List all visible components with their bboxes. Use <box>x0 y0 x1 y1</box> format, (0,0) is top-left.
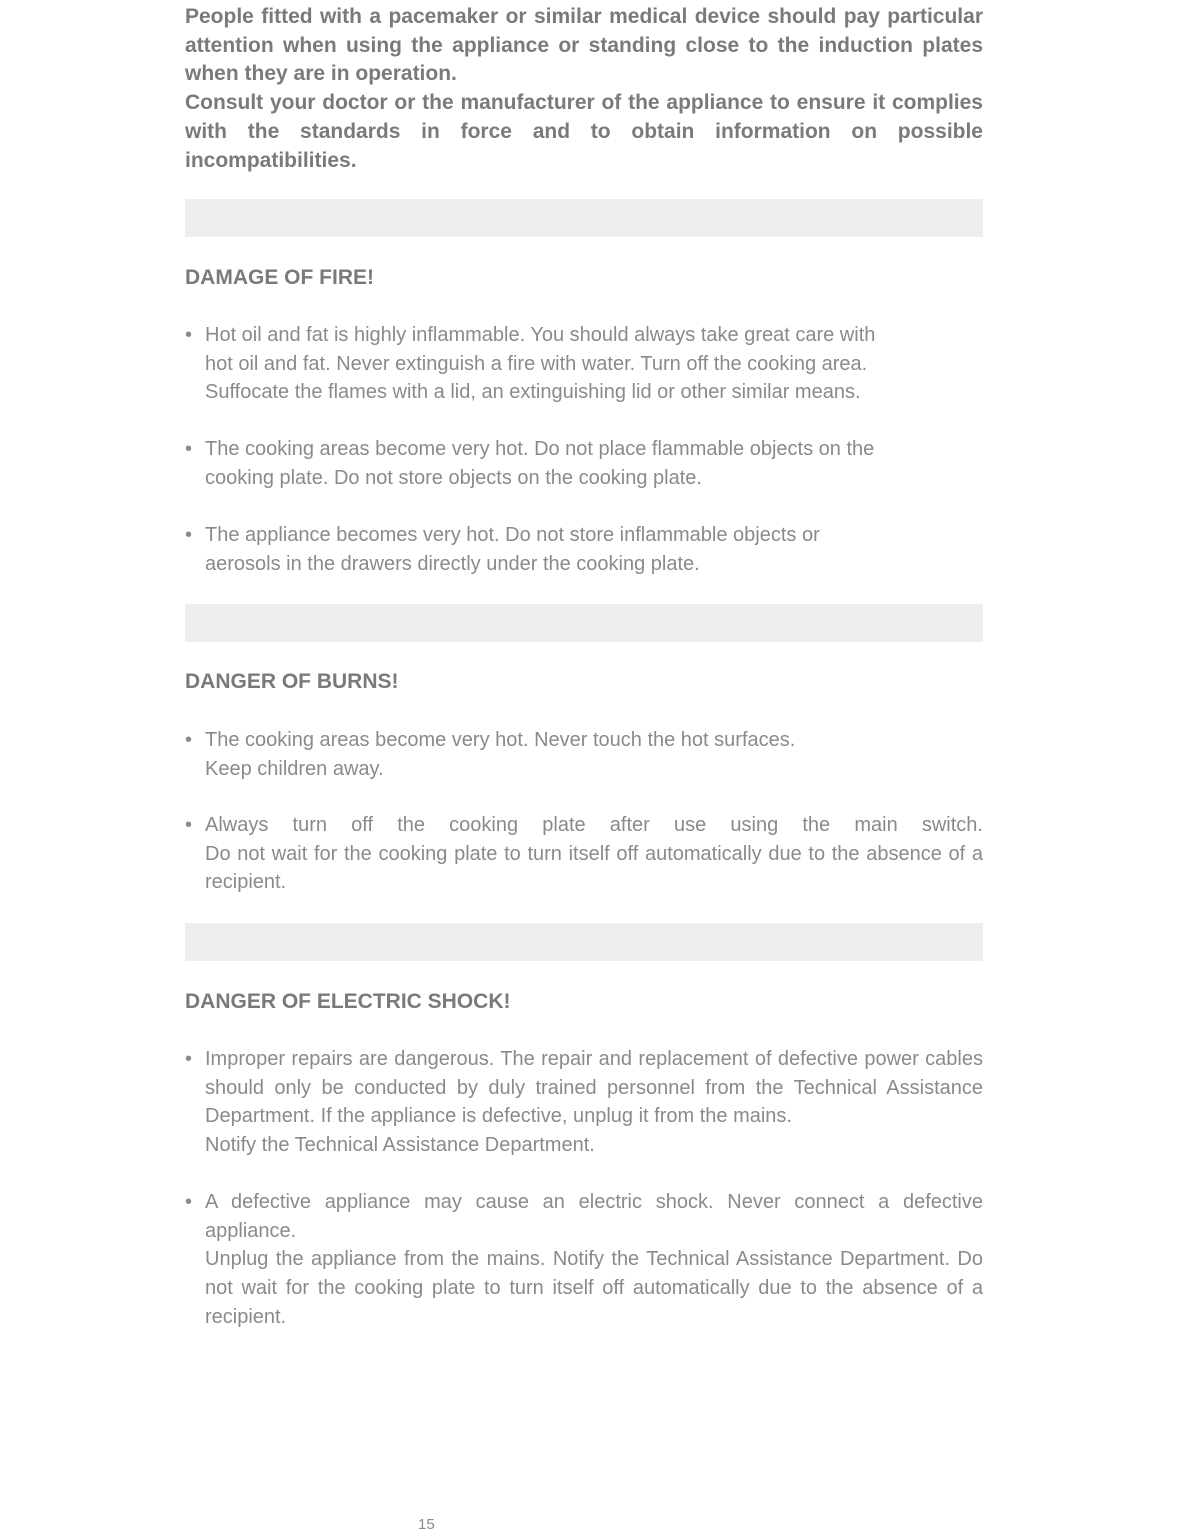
intro-paragraph-consult: Consult your doctor or the manufacturer of the appliance to ensure it complies with the standards in force and to obtain information on possible incompatibilities. <box>185 91 983 172</box>
list-item <box>185 521 905 578</box>
bullet-icon: • <box>185 1191 193 1213</box>
section-heading-electric-shock: DANGER OF ELECTRIC SHOCK! <box>185 990 511 1013</box>
text-line: aerosols in the drawers directly under the cooking plate. <box>205 552 700 575</box>
text-line: The appliance becomes very hot. Do not store inflammable objects or <box>205 524 820 546</box>
bullet-icon: • <box>185 438 193 460</box>
intro-warning <box>185 3 983 175</box>
section-divider-band <box>185 923 983 961</box>
text-line: not wait for the cooking plate to turn itself off automatically due to the absence of a <box>205 1277 983 1300</box>
bullet-icon: • <box>185 324 193 346</box>
intro-paragraph-pacemaker: People fitted with a pacemaker or similar medical device should pay particular attention when using the appliance or standing close to the induction plates when they are in operation. <box>185 5 983 86</box>
section-divider-band <box>185 199 983 237</box>
text-line: hot oil and fat. Never extinguish a fire with water. Turn off the cooking area. <box>205 352 868 375</box>
text-line: Notify the Technical Assistance Department. <box>205 1134 595 1157</box>
text-line: A defective appliance may cause an electric shock. Never connect a defective appliance. <box>205 1191 983 1242</box>
list-item <box>185 1188 983 1332</box>
text-line: Suffocate the flames with a lid, an extinguishing lid or other similar means. <box>205 381 861 404</box>
bullet-icon: • <box>185 524 193 546</box>
list-item <box>185 726 905 783</box>
text-line: Hot oil and fat is highly inflammable. You should always take great care with <box>205 324 876 346</box>
text-line: recipient. <box>205 1305 287 1328</box>
text-line: recipient. <box>205 871 287 894</box>
text-line: Improper repairs are dangerous. The repair and replacement of defective power cables <box>205 1048 983 1070</box>
text-line: The cooking areas become very hot. Never touch the hot surfaces. <box>205 729 796 751</box>
text-line: Keep children away. <box>205 757 384 780</box>
text-line: Do not wait for the cooking plate to turn itself off automatically due to the absence of a <box>205 842 983 865</box>
bullet-icon: • <box>185 729 193 751</box>
text-line: Always turn off the cooking plate after use using the main switch. <box>205 814 983 836</box>
bullet-icon: • <box>185 814 193 836</box>
text-line: Department. If the appliance is defective, unplug it from the mains. <box>205 1105 792 1128</box>
text-line: Unplug the appliance from the mains. Notify the Technical Assistance Department. Do <box>205 1248 983 1271</box>
text-line: The cooking areas become very hot. Do not place flammable objects on the <box>205 438 875 460</box>
section-heading-burns: DANGER OF BURNS! <box>185 670 399 693</box>
section-divider-band <box>185 604 983 642</box>
section-heading-fire: DAMAGE OF FIRE! <box>185 266 374 289</box>
bullet-icon: • <box>185 1048 193 1070</box>
text-line: should only be conducted by duly trained personnel from the Technical Assistance <box>205 1076 983 1099</box>
list-item <box>185 321 905 407</box>
text-line: cooking plate. Do not store objects on the cooking plate. <box>205 466 702 489</box>
page-number: 15 <box>418 1516 435 1533</box>
list-item <box>185 811 983 897</box>
list-item <box>185 1045 983 1160</box>
list-item <box>185 435 905 492</box>
